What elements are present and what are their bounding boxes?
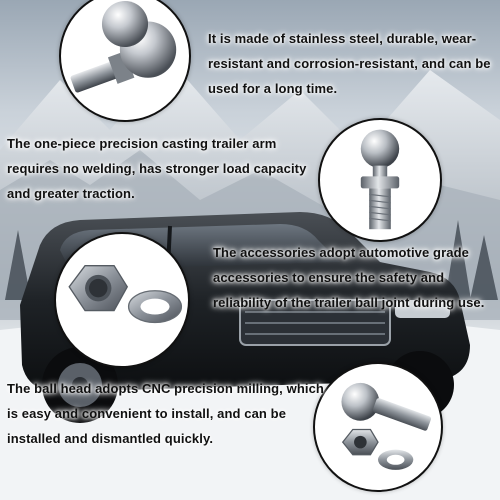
trailer-ball-shank-image bbox=[318, 118, 442, 242]
trailer-ball-kit-image bbox=[313, 362, 443, 492]
feature-text-cnc-milling: The ball head adopts CNC precision milling, which is easy and convenient to install, and can be installed and dismantled quickly. bbox=[7, 381, 324, 446]
hex-nut-washer-icon bbox=[56, 234, 188, 366]
trailer-ball-shank-icon bbox=[320, 120, 440, 240]
trailer-balls-pair-icon bbox=[61, 0, 189, 120]
feature-text-automotive-grade: The accessories adopt automotive grade accessories to ensure the safety and reliability of the trailer ball joint during use. bbox=[213, 245, 485, 310]
hex-nut-washer-image bbox=[54, 232, 190, 368]
feature-text-one-piece-casting: The one-piece precision casting trailer arm requires no welding, has stronger load capacity and greater traction. bbox=[7, 136, 307, 201]
feature-text-stainless-steel: It is made of stainless steel, durable, wear-resistant and corrosion-resistant, and can be used for a long time. bbox=[208, 31, 491, 96]
trailer-ball-kit-icon bbox=[315, 364, 441, 490]
